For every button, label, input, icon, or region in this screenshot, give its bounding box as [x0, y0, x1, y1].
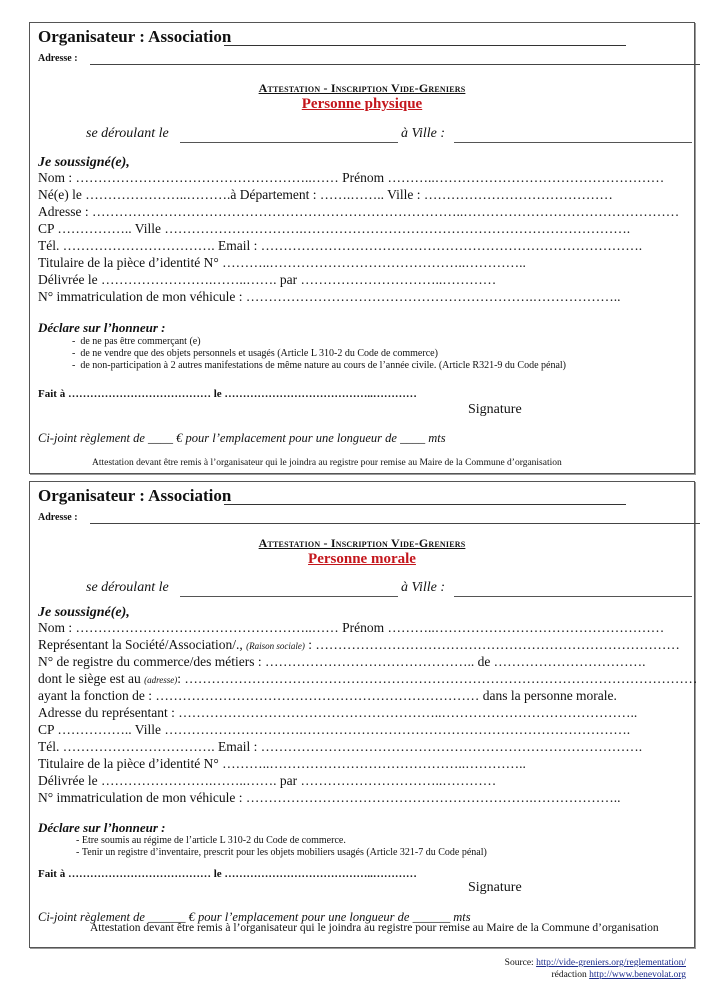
field-delivree[interactable]: Délivrée le …………………….……..……. par …………………………..………… [38, 773, 497, 788]
ville-label: à Ville : [401, 580, 446, 595]
declare-label: Déclare sur l’honneur : [38, 320, 166, 335]
field-tel-email[interactable]: Tél. ……………………………. Email : …………………………………………………………………………. [38, 739, 643, 754]
attestation-note: Attestation devant être remis à l’organisateur qui le joindra au registre pour remise au Maire de la Commune d’organisation [90, 922, 659, 934]
field-piece-identite[interactable]: Titulaire de la pièce d’identité N° ………..……………………………………..………….. [38, 756, 526, 771]
declare-label: Déclare sur l’honneur : [38, 820, 166, 835]
field-immatriculation[interactable]: N° immatriculation de mon véhicule : ……………………………………………………….……………….. [38, 790, 621, 805]
field-tel-email[interactable]: Tél. ……………………………. Email : …………………………………………………………………………. [38, 238, 643, 253]
organisateur-field[interactable] [224, 504, 626, 505]
declaration-item: - Tenir un registre d’inventaire, prescrit pour les objets mobiliers usagés (Article 321-7 du Code pénal) [76, 847, 487, 858]
deroulant-label: se déroulant le [86, 580, 169, 595]
declaration-item: - de ne pas être commerçant (e) [72, 336, 201, 347]
form-personne-morale [29, 481, 698, 948]
field-adresse[interactable]: Adresse : ………………………………………………………………………..………………………………………… [38, 204, 680, 219]
adresse-label: Adresse : [38, 53, 78, 64]
ville-field[interactable] [454, 142, 692, 143]
field-adresse-representant[interactable]: Adresse du représentant : …………………………………………………..…………………………………….. [38, 705, 638, 720]
field-cp-ville[interactable]: CP …………….. Ville ………………………….………………………………………………………………. [38, 221, 631, 236]
declaration-item: - Etre soumis au régime de l’article L 310-2 du Code de commerce. [76, 835, 346, 846]
redaction-label: rédaction [551, 970, 587, 980]
field-piece-identite[interactable]: Titulaire de la pièce d’identité N° ………..……………………………………..………….. [38, 255, 526, 270]
field-immatriculation[interactable]: N° immatriculation de mon véhicule : ……………………………………………………….……………….. [38, 289, 621, 304]
je-soussigne: Je soussigné(e), [38, 155, 130, 170]
field-delivree[interactable]: Délivrée le …………………….……..……. par …………………………..………… [38, 272, 497, 287]
redaction-link[interactable]: http://www.benevolat.org [589, 970, 686, 980]
attestation-subtitle: Personne morale [308, 551, 416, 567]
field-siege[interactable]: dont le siège est au (adresse): …………………………………………………………………………………………………… [38, 671, 698, 686]
reglement-line[interactable]: Ci-joint règlement de ____ € pour l’emplacement pour une longueur de ____ mts [38, 431, 446, 445]
fait-a-field[interactable]: Fait à ………………………………… le …………………………………..………… [38, 868, 417, 880]
field-registre[interactable]: N° de registre du commerce/des métiers : ……………………………………….. de ……………………………. [38, 654, 646, 669]
source-line [505, 958, 686, 968]
signature-label: Signature [468, 880, 522, 895]
field-nom-prenom[interactable]: Nom : ……………………………………………..…… Prénom ………..…………………………………………… [38, 170, 665, 185]
ville-field[interactable] [454, 596, 692, 597]
adresse-field[interactable] [90, 64, 700, 65]
attestation-title: Attestation - Inscription Vide-Greniers [258, 81, 466, 95]
date-field[interactable] [180, 142, 398, 143]
attestation-note: Attestation devant être remis à l’organisateur qui le joindra au registre pour remise au Maire de la Commune d’organisation [92, 458, 562, 468]
field-nom-prenom[interactable]: Nom : ……………………………………………..…… Prénom ………..…………………………………………… [38, 620, 665, 635]
signature-label: Signature [468, 402, 522, 417]
source-label: Source: [504, 958, 534, 968]
field-fonction[interactable]: ayant la fonction de : ……………………………………………………………… dans la personne morale. [38, 688, 617, 703]
declaration-item: - de ne vendre que des objets personnels et usagés (Article L 310-2 du Code de commerce) [72, 348, 438, 359]
field-cp-ville[interactable]: CP …………….. Ville ………………………….………………………………………………………………. [38, 722, 631, 737]
ville-label: à Ville : [401, 126, 446, 141]
form-personne-physique [29, 22, 695, 474]
organisateur-label: Organisateur : Association [38, 486, 232, 505]
deroulant-label: se déroulant le [86, 126, 169, 141]
adresse-field[interactable] [90, 523, 700, 524]
field-representant[interactable]: Représentant la Société/Association/., (Raison sociale) : ……………………………………………………………………… [38, 637, 680, 652]
field-naissance[interactable]: Né(e) le …………………..……….à Département : …….…….. Ville : …………………………………… [38, 187, 613, 202]
source-link[interactable]: http://vide-greniers.org/reglementation/ [536, 958, 686, 968]
fait-a-field[interactable]: Fait à ………………………………… le …………………………………..………… [38, 388, 417, 400]
attestation-title: Attestation - Inscription Vide-Greniers [258, 536, 466, 550]
date-field[interactable] [180, 596, 398, 597]
declaration-item: - de non-participation à 2 autres manifestations de même nature au cours de l’année civile. (Article R321-9 du Code pénal) [72, 360, 567, 371]
attestation-subtitle: Personne physique [301, 96, 423, 112]
organisateur-label: Organisateur : Association [38, 27, 232, 46]
organisateur-field[interactable] [224, 45, 626, 46]
reglement-line[interactable]: Ci-joint règlement de ______ € pour l’emplacement pour une longueur de ______ mts [38, 910, 471, 924]
je-soussigne: Je soussigné(e), [38, 605, 130, 620]
redaction-line [551, 970, 686, 980]
adresse-label: Adresse : [38, 512, 78, 523]
